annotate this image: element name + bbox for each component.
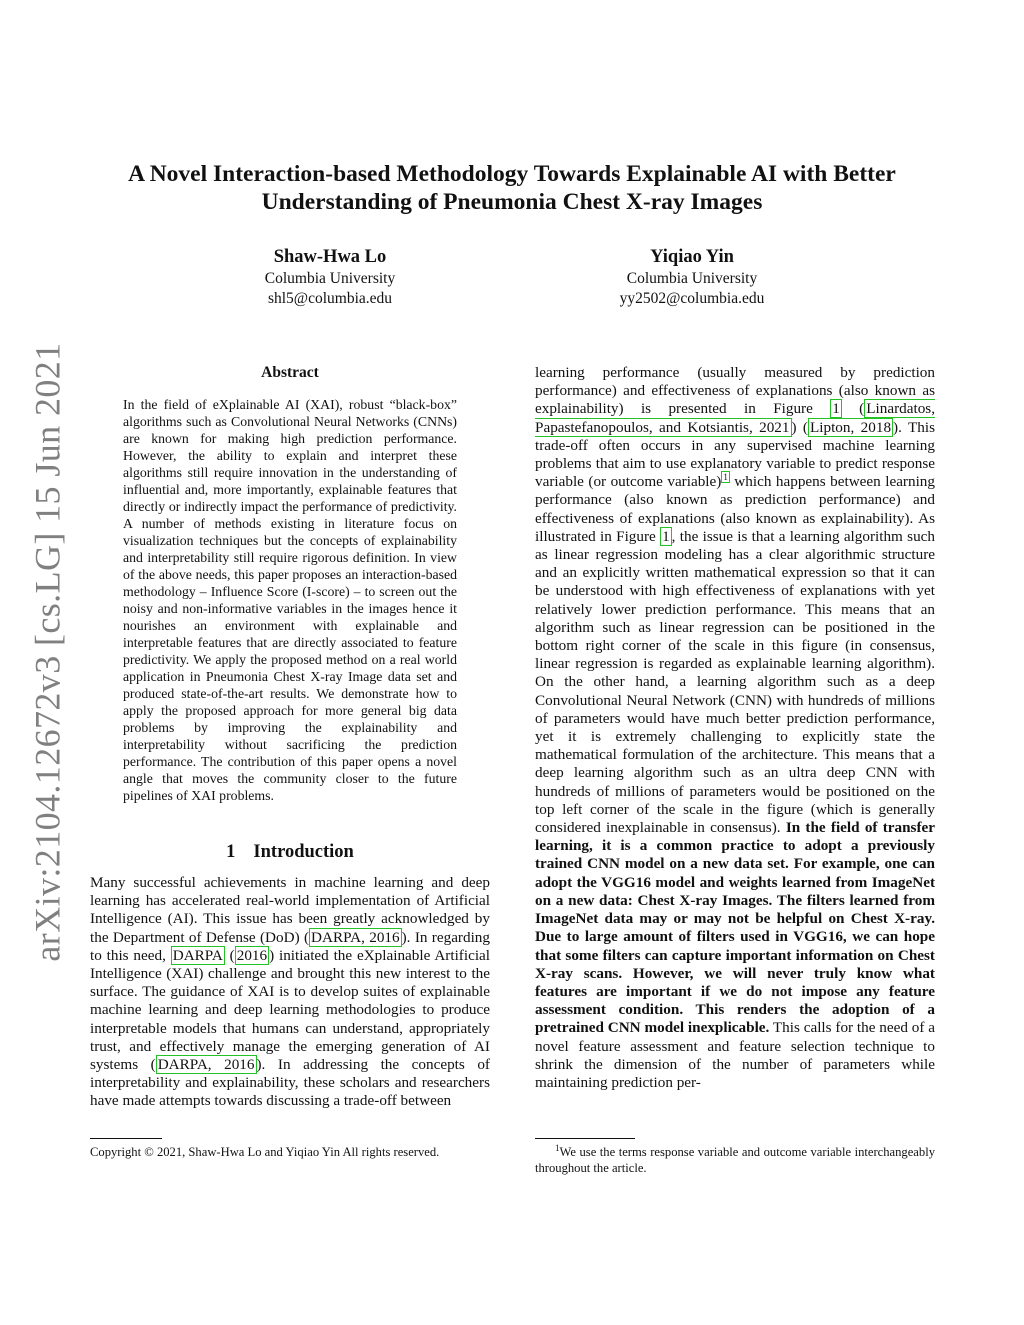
footnote-divider <box>535 1138 635 1139</box>
citation-link[interactable]: DARPA <box>172 946 223 964</box>
citation-link[interactable]: DARPA, 2016 <box>157 1056 255 1074</box>
intro-text: ( <box>224 946 235 964</box>
body-text: learning performance (usually measured by prediction performance) and effectiveness of explanations (also known as explainability) is presented in Figure <box>535 364 935 418</box>
bold-text: In the field of transfer learning, it is a common practice to adopt a previously trained CNN model on a new data set. For example, one can adopt the VGG16 model and weights learned from ImageNet on a new data: Chest X-ray Images. The filters learned from ImageNet data may or may not be helpful on Chest X-ray. Due to large amount of filters used in VGG16, we can hope that some filters can capture important information on Chest X-ray scans. However, we will never truly know what features are important if we do not impose any feature assessment condition. This renders the adoption of a pretrained CNN model inexplicable. <box>535 819 935 1037</box>
section-title: Introduction <box>253 842 354 862</box>
body-text: , the issue is that a learning algorithm such as linear regression modeling has a clear algorithmic structure and an explicitly written mathematical expression so that it can be understood with high effectiveness of explanations with yet relatively lower prediction performance. This means that an algorithm such as linear regression can be positioned in the bottom right corner of the scale in this figure (in consensus, linear regression is regarded as explainable learning algorithm). On the other hand, a learning algorithm such as a deep Convolutional Neural Network (CNN) with hundreds of millions of parameters would have much better prediction performance, yet it is extremely challenging to explicitly state the mathematical formulation of the architecture. This means that a deep learning algorithm such as an ultra deep CNN with hundreds of millions of parameters would be positioned on the top left corner of the scale in the figure (which is generally considered inexplainable in consensus). <box>535 527 935 837</box>
body-text: ). This trade-off often occurs in any supervised machine learning problems that aim to use explanatory variable to predict response variable (or outcome variable) <box>535 418 935 491</box>
body-text: This calls for the need of a novel feature assessment and feature selection technique to shrink the dimension of the number of parameters while maintaining prediction per- <box>535 1019 935 1091</box>
copyright-notice: Copyright © 2021, Shaw-Hwa Lo and Yiqiao Yin All rights reserved. <box>90 1145 440 1159</box>
arxiv-stamp: arXiv:2104.12672v3 [cs.LG] 15 Jun 2021 <box>28 342 69 962</box>
citation-link[interactable]: 2016 <box>236 946 268 964</box>
arxiv-stamp-container <box>28 342 69 962</box>
intro-paragraph <box>90 874 490 1111</box>
figure-link[interactable]: 1 <box>662 527 670 545</box>
intro-text: ). In addressing the concepts of interpretability and explainability, these scholars and researchers have made attempts towards discussing a trade-off between <box>90 1056 490 1110</box>
footnote-text: We use the terms response variable and outcome variable interchangeably throughout the article. <box>535 1145 935 1175</box>
abstract-text: In the field of eXplainable AI (XAI), robust “black-box” algorithms such as Convolutional Neural Networks (CNNs) are known for making high prediction performance. However, the ability to explain and interpret these algorithms still require innovation in the understanding of influential and, more importantly, explainable features that directly or indirectly impact the performance of predictivity. A number of methods existing in literature focus on visualization techniques but the concepts of explainability and interpretability still require rigorous definition. In view of the above needs, this paper proposes an interaction-based methodology – Influence Score (I-score) – to screen out the noisy and non-informative variables in the images hence it nourishes an environment with explainable and interpretable features that are directly associated to feature predictivity. We apply the proposed method on a real world application in Pneumonia Chest X-ray Image data set and produced state-of-the-art results. We demonstrate how to apply the proposed approach for more general big data problems by improving the explainability and interpretability without sacrificing the prediction performance. The contribution of this paper opens a novel angle that moves the community closer to the future pipelines of XAI problems. <box>123 397 457 803</box>
section-number: 1 <box>226 842 236 862</box>
abstract-heading: Abstract <box>261 364 319 381</box>
intro-text: ). In regarding to this need, <box>90 928 490 964</box>
author-email: yy2502@columbia.edu <box>619 290 765 307</box>
intro-text: Many successful achievements in machine learning and deep learning has accelerated real-world implementation of Artificial Intelligence (AI). This issue has been greatly acknowledged by the Department of Defense (DoD) ( <box>90 874 490 946</box>
section-heading-introduction <box>90 842 490 863</box>
footnote-link[interactable]: 1 <box>723 472 728 483</box>
citation-link[interactable]: Linardatos, Papastefanopoulos, and Kotsiantis, 2021 <box>535 400 935 436</box>
body-text: which happens between learning performance (also known as prediction performance) and effectiveness of explanations (also known as explainability). As illustrated in Figure <box>535 473 935 545</box>
footnote-divider <box>90 1138 162 1139</box>
author-affiliation: Columbia University <box>264 270 396 287</box>
author-affiliation: Columbia University <box>626 270 758 287</box>
author-2 <box>562 245 822 309</box>
body-text: ) ( <box>791 418 808 436</box>
footnote-1 <box>535 1144 935 1176</box>
author-name: Yiqiao Yin <box>650 247 734 267</box>
figure-link[interactable]: 1 <box>832 400 840 418</box>
author-email: shl5@columbia.edu <box>267 290 393 307</box>
footnote-mark: 1 <box>555 1142 560 1153</box>
right-column-paragraph <box>535 364 935 1092</box>
author-1 <box>200 245 460 309</box>
intro-text: ) initiated the eXplainable Artificial Intelligence (XAI) challenge and brought this new interest to the surface. The guidance of XAI is to develop suites of explainable machine learning and deep learning methodologies to produce interpretable models that humans can understand, appropriately trust, and effectively manage the emerging generation of AI systems ( <box>90 946 490 1074</box>
paper-title: A Novel Interaction-based Methodology Towards Explainable AI with Better Understanding of Pneumonia Chest X-ray Images <box>128 161 896 215</box>
citation-link[interactable]: DARPA, 2016 <box>311 928 400 946</box>
body-text: ( <box>841 400 865 418</box>
author-name: Shaw-Hwa Lo <box>273 247 387 267</box>
citation-link[interactable]: Lipton, 2018 <box>810 418 892 436</box>
